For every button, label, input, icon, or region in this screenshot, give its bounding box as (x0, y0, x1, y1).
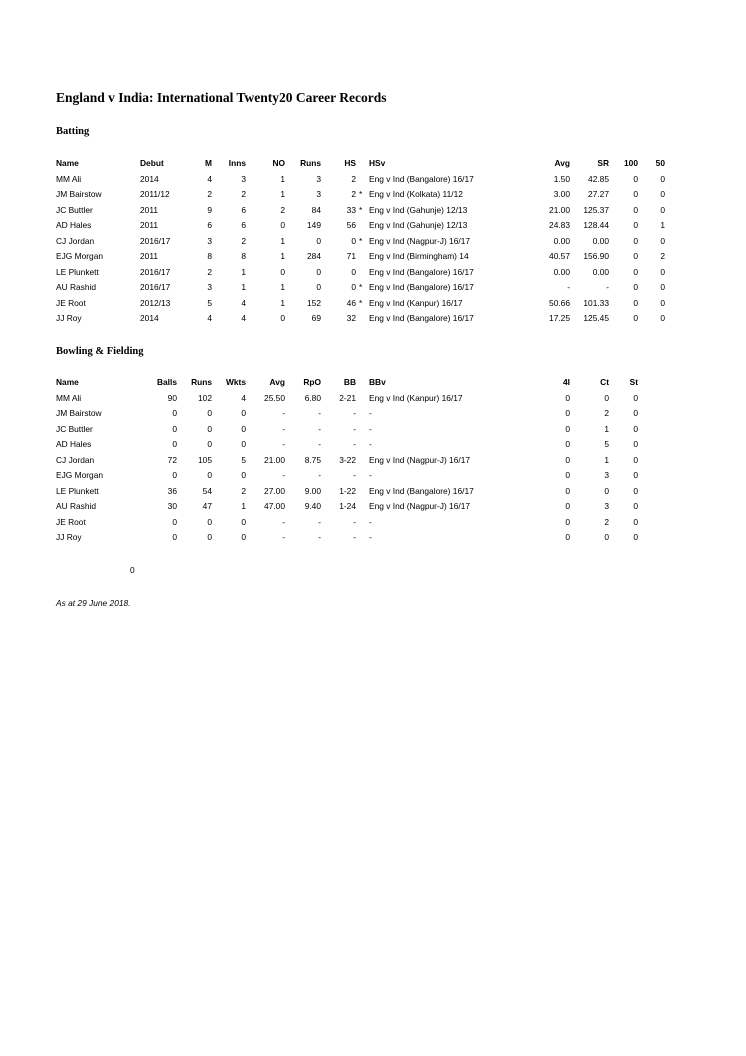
batting-cell-h50: 0 (660, 189, 665, 199)
bowling-cell-rpo: - (318, 532, 321, 542)
bowling-cell-ct: 0 (604, 485, 609, 496)
bowling-cell-st: 0 (633, 470, 638, 480)
bowling-cell-ct: 3 (604, 470, 609, 480)
batting-cell-sr: 125.45 (583, 313, 609, 323)
bowling-cell-wkts: 0 (241, 408, 246, 418)
batting-cell-sr: 0.00 (592, 235, 609, 246)
batting-cell-hs: 2 (351, 189, 356, 199)
bowling-cell-bbv: - (369, 470, 372, 480)
bowling-header-row (0, 377, 746, 393)
batting-cell-h50: 0 (660, 266, 665, 277)
batting-cell-h100: 0 (633, 220, 638, 230)
bowling-cell-name: JE Root (56, 516, 86, 527)
page-title: England v India: International Twenty20 Career Records (56, 90, 387, 105)
bowling-cell-wkts: 0 (241, 516, 246, 527)
bowling-cell-st: 0 (633, 454, 638, 465)
bowling-cell-bbv: - (369, 408, 372, 418)
batting-cell-sr: 128.44 (583, 220, 609, 230)
table-row (0, 455, 746, 471)
table-row (0, 532, 746, 548)
batting-cell-h50: 0 (660, 204, 665, 215)
batting-cell-h100: 0 (633, 297, 638, 308)
batting-table (0, 158, 746, 329)
bowling-cell-bbv: - (369, 439, 372, 449)
bowling-cell-rpo: - (318, 470, 321, 480)
batting-col-header: 100 (624, 158, 638, 168)
batting-cell-debut: 2012/13 (140, 297, 171, 308)
batting-cell-hsv: Eng v Ind (Birmingham) 14 (369, 251, 469, 261)
batting-cell-hsv: Eng v Ind (Bangalore) 16/17 (369, 266, 474, 277)
bowling-cell-runs: 0 (207, 532, 212, 542)
bowling-cell-bbv: - (369, 532, 372, 542)
batting-cell-debut: 2014 (140, 173, 159, 184)
batting-cell-name: EJG Morgan (56, 251, 104, 261)
bowling-cell-name: JM Bairstow (56, 408, 102, 418)
bowling-col-header: Name (56, 377, 79, 387)
table-row (0, 486, 746, 502)
batting-cell-name: LE Plunkett (56, 266, 99, 277)
bowling-cell-fourI: 0 (565, 470, 570, 480)
batting-cell-hsv: Eng v Ind (Bangalore) 16/17 (369, 313, 474, 323)
table-row (0, 282, 746, 298)
bowling-cell-balls: 36 (167, 485, 177, 496)
batting-cell-m: 8 (207, 251, 212, 261)
bowling-cell-ct: 1 (604, 423, 609, 434)
batting-cell-inns: 3 (241, 173, 246, 184)
batting-cell-avg: 0.00 (553, 235, 570, 246)
batting-col-header: SR (597, 158, 609, 168)
bowling-cell-bb: - (353, 470, 356, 480)
bowling-cell-wkts: 0 (241, 439, 246, 449)
bowling-cell-bb: - (353, 423, 356, 434)
batting-cell-sr: 101.33 (583, 297, 609, 308)
batting-cell-name: MM Ali (56, 173, 82, 184)
batting-cell-inns: 4 (241, 313, 246, 323)
batting-col-header: Avg (554, 158, 570, 168)
batting-cell-hsv: Eng v Ind (Kolkata) 11/12 (369, 189, 463, 199)
batting-cell-avg: 17.25 (549, 313, 570, 323)
table-row (0, 313, 746, 329)
batting-cell-runs: 152 (307, 297, 321, 308)
bowling-col-header: Avg (269, 377, 285, 387)
batting-cell-sr: - (606, 282, 609, 292)
batting-cell-name: JJ Roy (56, 313, 82, 323)
batting-cell-hsv: Eng v Ind (Nagpur-J) 16/17 (369, 235, 471, 246)
stray-value: 0 (130, 565, 135, 575)
batting-cell-h100: 0 (633, 282, 638, 292)
bowling-cell-avg: 27.00 (264, 485, 285, 496)
batting-cell-h100: 0 (633, 204, 638, 215)
batting-cell-hs: 0 (351, 282, 356, 292)
batting-cell-debut: 2016/17 (140, 282, 171, 292)
batting-col-header: HSv (369, 158, 386, 168)
bowling-cell-fourI: 0 (565, 454, 570, 465)
batting-cell-hsv: Eng v Ind (Gahunje) 12/13 (369, 204, 468, 215)
batting-cell-no: 0 (280, 220, 285, 230)
bowling-col-header: Wkts (225, 377, 246, 387)
bowling-cell-name: AD Hales (56, 439, 92, 449)
batting-cell-name: AD Hales (56, 220, 92, 230)
bowling-cell-avg: - (282, 516, 285, 527)
batting-cell-no: 1 (280, 189, 285, 199)
bowling-cell-avg: - (282, 423, 285, 434)
bowling-cell-balls: 72 (167, 454, 177, 465)
bowling-cell-balls: 0 (172, 408, 177, 418)
batting-cell-debut: 2011 (140, 220, 159, 230)
batting-cell-runs: 149 (307, 220, 321, 230)
bowling-cell-balls: 90 (167, 392, 177, 403)
bowling-cell-name: AU Rashid (56, 501, 97, 511)
batting-col-header: Inns (228, 158, 246, 168)
batting-cell-inns: 1 (241, 266, 246, 277)
batting-cell-hs: 71 (346, 251, 356, 261)
bowling-cell-bb: 2-21 (339, 392, 356, 403)
bowling-cell-name: JJ Roy (56, 532, 82, 542)
batting-cell-m: 2 (207, 266, 212, 277)
bowling-col-header: BB (343, 377, 356, 387)
bowling-cell-runs: 105 (198, 454, 212, 465)
batting-cell-h100: 0 (633, 235, 638, 246)
batting-cell-hs: 33 (346, 204, 356, 215)
bowling-cell-runs: 47 (202, 501, 212, 511)
batting-cell-debut: 2016/17 (140, 235, 171, 246)
bowling-cell-fourI: 0 (565, 408, 570, 418)
bowling-cell-st: 0 (633, 485, 638, 496)
batting-cell-m: 4 (207, 173, 212, 184)
bowling-cell-bb: - (353, 516, 356, 527)
as-at-note: As at 29 June 2018. (56, 598, 131, 608)
batting-cell-m: 2 (207, 189, 212, 199)
bowling-cell-st: 0 (633, 532, 638, 542)
bowling-cell-runs: 0 (207, 423, 212, 434)
bowling-cell-wkts: 4 (241, 392, 246, 403)
table-row (0, 408, 746, 424)
bowling-cell-ct: 2 (604, 516, 609, 527)
bowling-col-header: RpO (303, 377, 321, 387)
bowling-cell-wkts: 1 (241, 501, 246, 511)
bowling-cell-runs: 102 (198, 392, 212, 403)
bowling-cell-wkts: 0 (241, 423, 246, 434)
batting-cell-name: CJ Jordan (56, 235, 95, 246)
batting-cell-avg: 50.66 (549, 297, 570, 308)
batting-cell-no: 1 (280, 235, 285, 246)
batting-cell-no: 0 (280, 266, 285, 277)
batting-cell-hs: 32 (346, 313, 356, 323)
bowling-col-header: Ct (600, 377, 609, 387)
bowling-cell-name: CJ Jordan (56, 454, 95, 465)
bowling-cell-name: MM Ali (56, 392, 82, 403)
batting-cell-hs: 46 (346, 297, 356, 308)
bowling-cell-bb: - (353, 408, 356, 418)
bowling-cell-fourI: 0 (565, 423, 570, 434)
batting-cell-m: 9 (207, 204, 212, 215)
bowling-cell-rpo: 9.40 (304, 501, 321, 511)
bowling-cell-avg: 21.00 (264, 454, 285, 465)
bowling-cell-bbv: Eng v Ind (Nagpur-J) 16/17 (369, 501, 471, 511)
batting-cell-hs_star: * (359, 297, 363, 308)
table-row (0, 439, 746, 455)
batting-cell-h100: 0 (633, 266, 638, 277)
batting-cell-no: 1 (280, 173, 285, 184)
batting-cell-hsv: Eng v Ind (Kanpur) 16/17 (369, 297, 463, 308)
bowling-cell-wkts: 2 (241, 485, 246, 496)
bowling-cell-st: 0 (633, 516, 638, 527)
batting-cell-no: 1 (280, 251, 285, 261)
batting-cell-sr: 125.37 (583, 204, 609, 215)
bowling-cell-avg: 25.50 (264, 392, 285, 403)
batting-cell-m: 6 (207, 220, 212, 230)
bowling-cell-rpo: 6.80 (304, 392, 321, 403)
bowling-cell-rpo: - (318, 408, 321, 418)
batting-cell-no: 0 (280, 313, 285, 323)
batting-cell-h100: 0 (633, 313, 638, 323)
bowling-cell-st: 0 (633, 392, 638, 403)
bowling-cell-bb: 1-22 (339, 485, 356, 496)
bowling-cell-rpo: - (318, 439, 321, 449)
batting-cell-inns: 2 (241, 189, 246, 199)
batting-cell-hs: 0 (351, 266, 356, 277)
batting-col-header: M (205, 158, 212, 168)
bowling-cell-runs: 0 (207, 408, 212, 418)
batting-cell-avg: 21.00 (549, 204, 570, 215)
batting-cell-name: JM Bairstow (56, 189, 102, 199)
bowling-cell-bb: 1-24 (339, 501, 356, 511)
batting-cell-h50: 0 (660, 173, 665, 184)
batting-cell-h50: 0 (660, 297, 665, 308)
bowling-cell-balls: 0 (172, 423, 177, 434)
bowling-cell-runs: 54 (202, 485, 212, 496)
bowling-cell-balls: 30 (167, 501, 177, 511)
bowling-cell-bbv: - (369, 516, 372, 527)
batting-cell-hs_star: * (359, 204, 363, 215)
batting-cell-sr: 156.90 (583, 251, 609, 261)
bowling-table (0, 377, 746, 548)
bowling-cell-avg: - (282, 532, 285, 542)
batting-col-header: NO (272, 158, 285, 168)
batting-cell-inns: 2 (241, 235, 246, 246)
bowling-cell-bbv: Eng v Ind (Kanpur) 16/17 (369, 392, 463, 403)
batting-cell-avg: 24.83 (549, 220, 570, 230)
batting-cell-no: 1 (280, 282, 285, 292)
batting-cell-debut: 2016/17 (140, 266, 171, 277)
bowling-cell-name: EJG Morgan (56, 470, 104, 480)
table-row (0, 174, 746, 190)
bowling-cell-balls: 0 (172, 439, 177, 449)
batting-cell-m: 3 (207, 235, 212, 246)
bowling-col-header: St (629, 377, 638, 387)
bowling-cell-balls: 0 (172, 470, 177, 480)
batting-cell-hs: 2 (351, 173, 356, 184)
batting-cell-name: AU Rashid (56, 282, 97, 292)
batting-col-header: 50 (655, 158, 665, 168)
bowling-col-header: 4I (563, 377, 570, 387)
batting-cell-debut: 2011 (140, 251, 159, 261)
batting-cell-m: 3 (207, 282, 212, 292)
bowling-cell-runs: 0 (207, 439, 212, 449)
bowling-cell-rpo: - (318, 423, 321, 434)
batting-cell-debut: 2011/12 (140, 189, 170, 199)
batting-col-header: Runs (300, 158, 321, 168)
batting-cell-m: 5 (207, 297, 212, 308)
batting-cell-inns: 1 (241, 282, 246, 292)
table-row (0, 501, 746, 517)
batting-col-header: Name (56, 158, 79, 168)
batting-cell-h50: 0 (660, 282, 665, 292)
batting-cell-inns: 8 (241, 251, 246, 261)
table-row (0, 236, 746, 252)
bowling-cell-avg: 47.00 (264, 501, 285, 511)
batting-cell-h50: 1 (660, 220, 665, 230)
batting-cell-hs: 56 (346, 220, 356, 230)
batting-cell-h50: 0 (660, 313, 665, 323)
bowling-cell-rpo: 8.75 (304, 454, 321, 465)
bowling-cell-bb: 3-22 (339, 454, 356, 465)
bowling-cell-bb: - (353, 439, 356, 449)
batting-cell-hs_star: * (359, 282, 363, 292)
bowling-cell-st: 0 (633, 439, 638, 449)
batting-cell-runs: 0 (316, 235, 321, 246)
table-row (0, 267, 746, 283)
table-row (0, 298, 746, 314)
batting-cell-m: 4 (207, 313, 212, 323)
bowling-cell-balls: 0 (172, 516, 177, 527)
batting-cell-debut: 2014 (140, 313, 159, 323)
batting-cell-sr: 42.85 (588, 173, 609, 184)
batting-cell-hsv: Eng v Ind (Gahunje) 12/13 (369, 220, 468, 230)
batting-cell-name: JC Buttler (56, 204, 93, 215)
batting-cell-sr: 0.00 (592, 266, 609, 277)
batting-col-header: HS (344, 158, 356, 168)
bowling-cell-ct: 0 (604, 532, 609, 542)
batting-cell-hs_star: * (359, 235, 363, 246)
bowling-cell-bbv: Eng v Ind (Bangalore) 16/17 (369, 485, 474, 496)
bowling-cell-runs: 0 (207, 516, 212, 527)
bowling-cell-rpo: - (318, 516, 321, 527)
bowling-cell-st: 0 (633, 501, 638, 511)
bowling-col-header: BBv (369, 377, 386, 387)
bowling-heading: Bowling & Fielding (56, 346, 144, 357)
batting-cell-h100: 0 (633, 189, 638, 199)
batting-cell-no: 2 (280, 204, 285, 215)
batting-cell-runs: 69 (311, 313, 321, 323)
batting-cell-avg: 3.00 (553, 189, 570, 199)
table-row (0, 470, 746, 486)
bowling-cell-avg: - (282, 470, 285, 480)
bowling-cell-rpo: 9.00 (304, 485, 321, 496)
table-row (0, 393, 746, 409)
batting-cell-runs: 3 (316, 173, 321, 184)
bowling-cell-st: 0 (633, 408, 638, 418)
batting-cell-hs: 0 (351, 235, 356, 246)
bowling-cell-name: LE Plunkett (56, 485, 99, 496)
batting-cell-avg: 1.50 (553, 173, 570, 184)
bowling-cell-fourI: 0 (565, 501, 570, 511)
bowling-cell-fourI: 0 (565, 516, 570, 527)
bowling-cell-bb: - (353, 532, 356, 542)
bowling-cell-ct: 2 (604, 408, 609, 418)
batting-cell-inns: 6 (241, 220, 246, 230)
bowling-cell-wkts: 0 (241, 532, 246, 542)
batting-cell-runs: 0 (316, 266, 321, 277)
batting-cell-avg: - (567, 282, 570, 292)
bowling-cell-balls: 0 (172, 532, 177, 542)
batting-heading: Batting (56, 126, 90, 137)
batting-cell-inns: 4 (241, 297, 246, 308)
batting-cell-name: JE Root (56, 297, 86, 308)
bowling-col-header: Runs (191, 377, 212, 387)
table-row (0, 205, 746, 221)
batting-header-row (0, 158, 746, 174)
batting-cell-h50: 2 (660, 251, 665, 261)
batting-cell-h100: 0 (633, 173, 638, 184)
bowling-cell-wkts: 0 (241, 470, 246, 480)
bowling-cell-ct: 1 (604, 454, 609, 465)
bowling-cell-fourI: 0 (565, 392, 570, 403)
batting-cell-avg: 40.57 (549, 251, 570, 261)
batting-col-header: Debut (140, 158, 164, 168)
bowling-cell-runs: 0 (207, 470, 212, 480)
batting-cell-hsv: Eng v Ind (Bangalore) 16/17 (369, 282, 474, 292)
batting-cell-h50: 0 (660, 235, 665, 246)
bowling-cell-ct: 3 (604, 501, 609, 511)
batting-cell-no: 1 (280, 297, 285, 308)
bowling-cell-ct: 5 (604, 439, 609, 449)
batting-cell-debut: 2011 (140, 204, 159, 215)
bowling-cell-name: JC Buttler (56, 423, 93, 434)
batting-cell-runs: 84 (311, 204, 321, 215)
batting-cell-sr: 27.27 (588, 189, 609, 199)
table-row (0, 517, 746, 533)
bowling-cell-avg: - (282, 408, 285, 418)
bowling-cell-bbv: Eng v Ind (Nagpur-J) 16/17 (369, 454, 471, 465)
bowling-cell-avg: - (282, 439, 285, 449)
table-row (0, 220, 746, 236)
batting-cell-avg: 0.00 (553, 266, 570, 277)
batting-cell-runs: 0 (316, 282, 321, 292)
bowling-cell-fourI: 0 (565, 532, 570, 542)
bowling-col-header: Balls (156, 377, 177, 387)
batting-cell-hsv: Eng v Ind (Bangalore) 16/17 (369, 173, 474, 184)
bowling-cell-st: 0 (633, 423, 638, 434)
table-row (0, 189, 746, 205)
table-row (0, 424, 746, 440)
bowling-cell-ct: 0 (604, 392, 609, 403)
batting-cell-h100: 0 (633, 251, 638, 261)
batting-cell-hs_star: * (359, 189, 363, 199)
batting-cell-runs: 284 (307, 251, 321, 261)
bowling-cell-fourI: 0 (565, 439, 570, 449)
bowling-cell-wkts: 5 (241, 454, 246, 465)
table-row (0, 251, 746, 267)
bowling-cell-bbv: - (369, 423, 372, 434)
bowling-cell-fourI: 0 (565, 485, 570, 496)
batting-cell-inns: 6 (241, 204, 246, 215)
batting-cell-runs: 3 (316, 189, 321, 199)
